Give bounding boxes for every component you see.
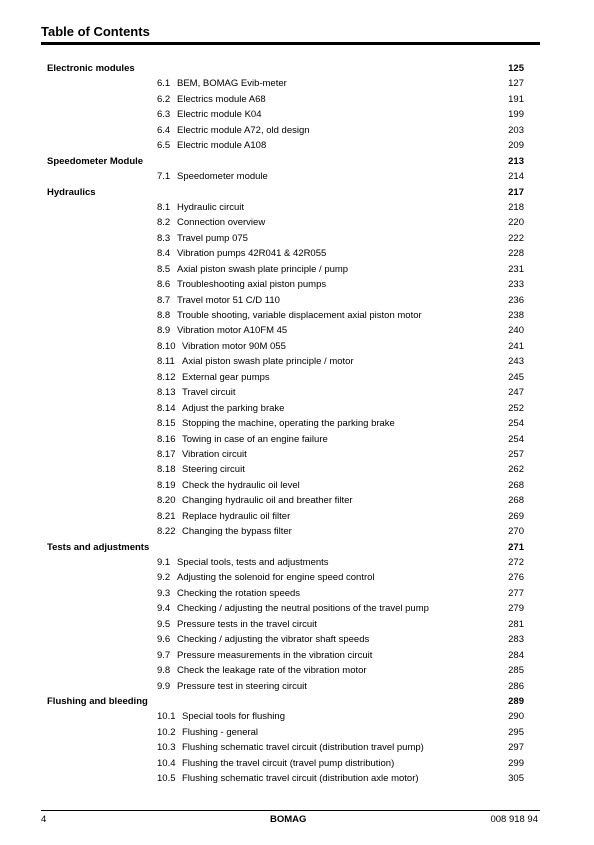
toc-entry-row[interactable] — [0, 308, 594, 323]
toc-entry-row[interactable] — [0, 138, 594, 153]
toc-entry-number: 8.19 — [157, 479, 176, 491]
toc-entry-number: 8.6 — [157, 279, 171, 291]
toc-entry-row[interactable] — [0, 756, 594, 771]
toc-entry-title: Towing in case of an engine failure — [182, 433, 328, 445]
toc-entry-title: Travel pump 075 — [177, 232, 248, 244]
toc-entry-title: Adjusting the solenoid for engine speed control — [177, 572, 375, 584]
toc-entry-number: 8.13 — [157, 387, 176, 399]
toc-page-number: 127 — [508, 78, 524, 90]
toc-entry-number: 8.20 — [157, 495, 176, 507]
toc-entry-number: 8.5 — [157, 263, 171, 275]
toc-page-number: 285 — [508, 665, 524, 677]
toc-entry-row[interactable] — [0, 401, 594, 416]
toc-entry-row[interactable] — [0, 509, 594, 524]
toc-entry-number: 6.4 — [157, 124, 171, 136]
toc-entry-row[interactable] — [0, 447, 594, 462]
toc-entry-title: Trouble shooting, variable displacement axial piston motor — [177, 310, 422, 321]
toc-entry-title: Electrics module A68 — [177, 93, 266, 105]
toc-entry-number: 9.9 — [157, 680, 171, 692]
toc-entry-title: Vibration pumps 42R041 & 42R055 — [177, 248, 327, 260]
toc-entry-row[interactable] — [0, 663, 594, 678]
footer-brand: BOMAG — [270, 814, 307, 825]
toc-entry-title: Adjust the parking brake — [182, 402, 285, 414]
toc-entry-title: Vibration motor A10FM 45 — [177, 325, 288, 337]
toc-page-number: 209 — [508, 140, 524, 152]
toc-entry-title: Check the hydraulic oil level — [182, 479, 300, 491]
toc-entry-title: Hydraulic circuit — [177, 201, 245, 213]
toc-page-number: 125 — [508, 63, 524, 74]
toc-page-number: 284 — [508, 649, 524, 661]
toc-page-number: 214 — [508, 171, 524, 183]
toc-page-number: 231 — [508, 263, 524, 275]
toc-entry-number: 8.7 — [157, 294, 171, 306]
toc-page-number: 297 — [508, 742, 524, 754]
toc-entry-row[interactable] — [0, 262, 594, 277]
toc-entry-number: 7.1 — [157, 171, 171, 183]
toc-entry-title: BEM, BOMAG Evib-meter — [177, 78, 287, 90]
toc-entry-title: Changing hydraulic oil and breather filter — [182, 495, 353, 507]
toc-page-number: 269 — [508, 510, 524, 522]
toc-page-number: 281 — [508, 618, 524, 630]
toc-section-row[interactable] — [0, 694, 594, 709]
toc-page-number: 191 — [508, 93, 524, 105]
toc-entry-number: 8.3 — [157, 232, 171, 244]
toc-entry-number: 9.4 — [157, 603, 171, 615]
toc-entry-row[interactable] — [0, 771, 594, 786]
toc-entry-row[interactable] — [0, 339, 594, 354]
footer-divider — [41, 810, 540, 811]
table-of-contents — [0, 61, 594, 787]
toc-entry-number: 10.4 — [157, 757, 176, 769]
toc-entry-row[interactable] — [0, 570, 594, 585]
toc-entry-row[interactable] — [0, 601, 594, 616]
toc-page-number: 199 — [508, 109, 524, 121]
toc-page-number: 279 — [508, 603, 524, 615]
toc-entry-title: Speedometer module — [177, 171, 268, 183]
toc-page-number: 305 — [508, 773, 524, 785]
toc-page-number: 277 — [508, 587, 524, 599]
toc-entry-row[interactable] — [0, 478, 594, 493]
toc-entry-row[interactable] — [0, 123, 594, 138]
toc-entry-number: 8.21 — [157, 510, 176, 522]
toc-page-number: 295 — [508, 726, 524, 738]
toc-section-title: Tests and adjustments — [47, 541, 150, 553]
toc-entry-title: Changing the bypass filter — [182, 526, 292, 538]
toc-page-number: 276 — [508, 572, 524, 584]
toc-entry-number: 9.8 — [157, 665, 171, 677]
toc-entry-number: 9.3 — [157, 587, 171, 599]
toc-entry-title: Stopping the machine, operating the parking brake — [182, 418, 395, 430]
toc-page-number: 238 — [508, 310, 524, 321]
toc-page-number: 254 — [508, 418, 524, 430]
toc-entry-title: Flushing - general — [182, 726, 259, 738]
toc-page-number: 203 — [508, 124, 524, 136]
toc-entry-row[interactable] — [0, 679, 594, 694]
toc-entry-number: 8.14 — [157, 402, 176, 414]
toc-page-number: 272 — [508, 557, 524, 568]
toc-entry-title: External gear pumps — [182, 371, 270, 383]
toc-entry-number: 9.1 — [157, 557, 171, 568]
toc-section-row[interactable] — [0, 61, 594, 76]
toc-page-number: 245 — [508, 371, 524, 383]
toc-section-title: Hydraulics — [47, 186, 96, 198]
toc-page-number: 218 — [508, 201, 524, 213]
toc-entry-number: 8.2 — [157, 217, 171, 229]
toc-entry-title: Vibration circuit — [182, 448, 247, 460]
toc-page-number: 243 — [508, 356, 524, 368]
toc-entry-row[interactable] — [0, 524, 594, 539]
toc-entry-title: Flushing schematic travel circuit (distribution travel pump) — [182, 742, 424, 754]
toc-page-number: 222 — [508, 232, 524, 244]
toc-entry-row[interactable] — [0, 246, 594, 261]
toc-entry-number: 6.1 — [157, 78, 171, 90]
toc-page-number: 271 — [508, 541, 524, 553]
toc-entry-title: Pressure test in steering circuit — [177, 680, 307, 692]
toc-entry-number: 8.18 — [157, 464, 176, 476]
toc-page-number: 257 — [508, 448, 524, 460]
toc-entry-title: Pressure tests in the travel circuit — [177, 618, 317, 630]
toc-page-number: 262 — [508, 464, 524, 476]
toc-page-number: 233 — [508, 279, 524, 291]
toc-entry-number: 6.5 — [157, 140, 171, 152]
toc-entry-row[interactable] — [0, 215, 594, 230]
page-title: Table of Contents — [41, 24, 150, 39]
toc-entry-title: Vibration motor 90M 055 — [182, 340, 286, 352]
toc-entry-number: 8.17 — [157, 448, 176, 460]
toc-entry-row[interactable] — [0, 107, 594, 122]
toc-page-number: 217 — [508, 186, 524, 198]
toc-entry-row[interactable] — [0, 76, 594, 91]
toc-entry-number: 10.5 — [157, 773, 176, 785]
toc-entry-title: Troubleshooting axial piston pumps — [177, 279, 327, 291]
toc-entry-number: 8.4 — [157, 248, 171, 260]
toc-entry-title: Flushing schematic travel circuit (distribution axle motor) — [182, 773, 419, 785]
toc-section-title: Electronic modules — [47, 63, 135, 74]
toc-entry-title: Checking / adjusting the neutral positions of the travel pump — [177, 603, 429, 615]
toc-section-row[interactable] — [0, 540, 594, 555]
toc-entry-row[interactable] — [0, 169, 594, 184]
toc-entry-number: 8.10 — [157, 340, 176, 352]
toc-entry-row[interactable] — [0, 648, 594, 663]
toc-entry-number: 8.12 — [157, 371, 176, 383]
toc-entry-row[interactable] — [0, 617, 594, 632]
toc-page-number: 247 — [508, 387, 524, 399]
toc-entry-number: 8.22 — [157, 526, 176, 538]
toc-page-number: 241 — [508, 340, 524, 352]
toc-entry-row[interactable] — [0, 555, 594, 570]
toc-page-number: 252 — [508, 402, 524, 414]
toc-entry-number: 10.2 — [157, 726, 176, 738]
toc-entry-number: 8.11 — [157, 356, 175, 368]
toc-page-number: 268 — [508, 479, 524, 491]
toc-section-row[interactable] — [0, 185, 594, 200]
toc-entry-number: 9.5 — [157, 618, 171, 630]
toc-section-row[interactable] — [0, 154, 594, 169]
toc-page-number: 290 — [508, 711, 524, 723]
toc-page-number: 240 — [508, 325, 524, 337]
toc-page-number: 220 — [508, 217, 524, 229]
toc-entry-row[interactable] — [0, 709, 594, 724]
toc-entry-row[interactable] — [0, 231, 594, 246]
toc-entry-title: Check the leakage rate of the vibration motor — [177, 665, 367, 677]
toc-entry-row[interactable] — [0, 354, 594, 369]
toc-entry-title: Special tools for flushing — [182, 711, 285, 723]
toc-page-number: 228 — [508, 248, 524, 260]
toc-section-title: Speedometer Module — [47, 155, 144, 167]
toc-entry-title: Steering circuit — [182, 464, 245, 476]
toc-page-number: 254 — [508, 433, 524, 445]
toc-entry-number: 8.15 — [157, 418, 176, 430]
toc-entry-row[interactable] — [0, 586, 594, 601]
toc-entry-title: Electric module A108 — [177, 140, 267, 152]
toc-section-title: Flushing and bleeding — [47, 695, 148, 707]
toc-entry-row[interactable] — [0, 92, 594, 107]
toc-entry-row[interactable] — [0, 323, 594, 338]
toc-entry-title: Connection overview — [177, 217, 266, 229]
toc-page-number: 268 — [508, 495, 524, 507]
toc-entry-title: Checking the rotation speeds — [177, 587, 301, 599]
footer-page-number: 4 — [41, 814, 47, 825]
toc-entry-row[interactable] — [0, 370, 594, 385]
toc-entry-row[interactable] — [0, 493, 594, 508]
toc-entry-title: Travel circuit — [182, 387, 236, 399]
toc-page-number: 213 — [508, 155, 524, 167]
toc-page-number: 286 — [508, 680, 524, 692]
toc-entry-number: 6.2 — [157, 93, 171, 105]
toc-entry-title: Flushing the travel circuit (travel pump distribution) — [182, 757, 395, 769]
toc-entry-row[interactable] — [0, 432, 594, 447]
toc-page-number: 289 — [508, 695, 524, 707]
toc-entry-row[interactable] — [0, 293, 594, 308]
toc-entry-title: Travel motor 51 C/D 110 — [177, 294, 280, 306]
footer-doc-number: 008 918 94 — [490, 814, 538, 825]
toc-page-number: 270 — [508, 526, 524, 538]
toc-entry-row[interactable] — [0, 277, 594, 292]
toc-entry-number: 9.2 — [157, 572, 171, 584]
toc-entry-number: 9.7 — [157, 649, 171, 661]
toc-entry-title: Electric module K04 — [177, 109, 262, 121]
toc-entry-row[interactable] — [0, 462, 594, 477]
header-divider — [41, 42, 540, 45]
toc-entry-row[interactable] — [0, 200, 594, 215]
toc-entry-number: 8.16 — [157, 433, 176, 445]
toc-entry-number: 6.3 — [157, 109, 171, 121]
toc-entry-title: Special tools, tests and adjustments — [177, 557, 329, 568]
toc-entry-title: Replace hydraulic oil filter — [182, 510, 291, 522]
toc-entry-number: 10.3 — [157, 742, 176, 754]
toc-page-number: 236 — [508, 294, 524, 306]
toc-entry-title: Pressure measurements in the vibration circuit — [177, 649, 373, 661]
toc-entry-title: Axial piston swash plate principle / pump — [177, 263, 349, 275]
toc-entry-title: Checking / adjusting the vibrator shaft speeds — [177, 634, 370, 646]
toc-entry-row[interactable] — [0, 416, 594, 431]
toc-entry-row[interactable] — [0, 632, 594, 647]
toc-entry-row[interactable] — [0, 385, 594, 400]
toc-entry-row[interactable] — [0, 740, 594, 755]
toc-entry-number: 8.1 — [157, 201, 171, 213]
toc-page-number: 283 — [508, 634, 524, 646]
toc-entry-title: Electric module A72, old design — [177, 124, 310, 136]
toc-entry-number: 8.8 — [157, 310, 171, 321]
toc-entry-number: 10.1 — [157, 711, 176, 723]
toc-entry-title: Axial piston swash plate principle / motor — [182, 356, 354, 368]
toc-page-number: 299 — [508, 757, 524, 769]
toc-entry-row[interactable] — [0, 725, 594, 740]
toc-entry-number: 8.9 — [157, 325, 171, 337]
toc-entry-number: 9.6 — [157, 634, 171, 646]
